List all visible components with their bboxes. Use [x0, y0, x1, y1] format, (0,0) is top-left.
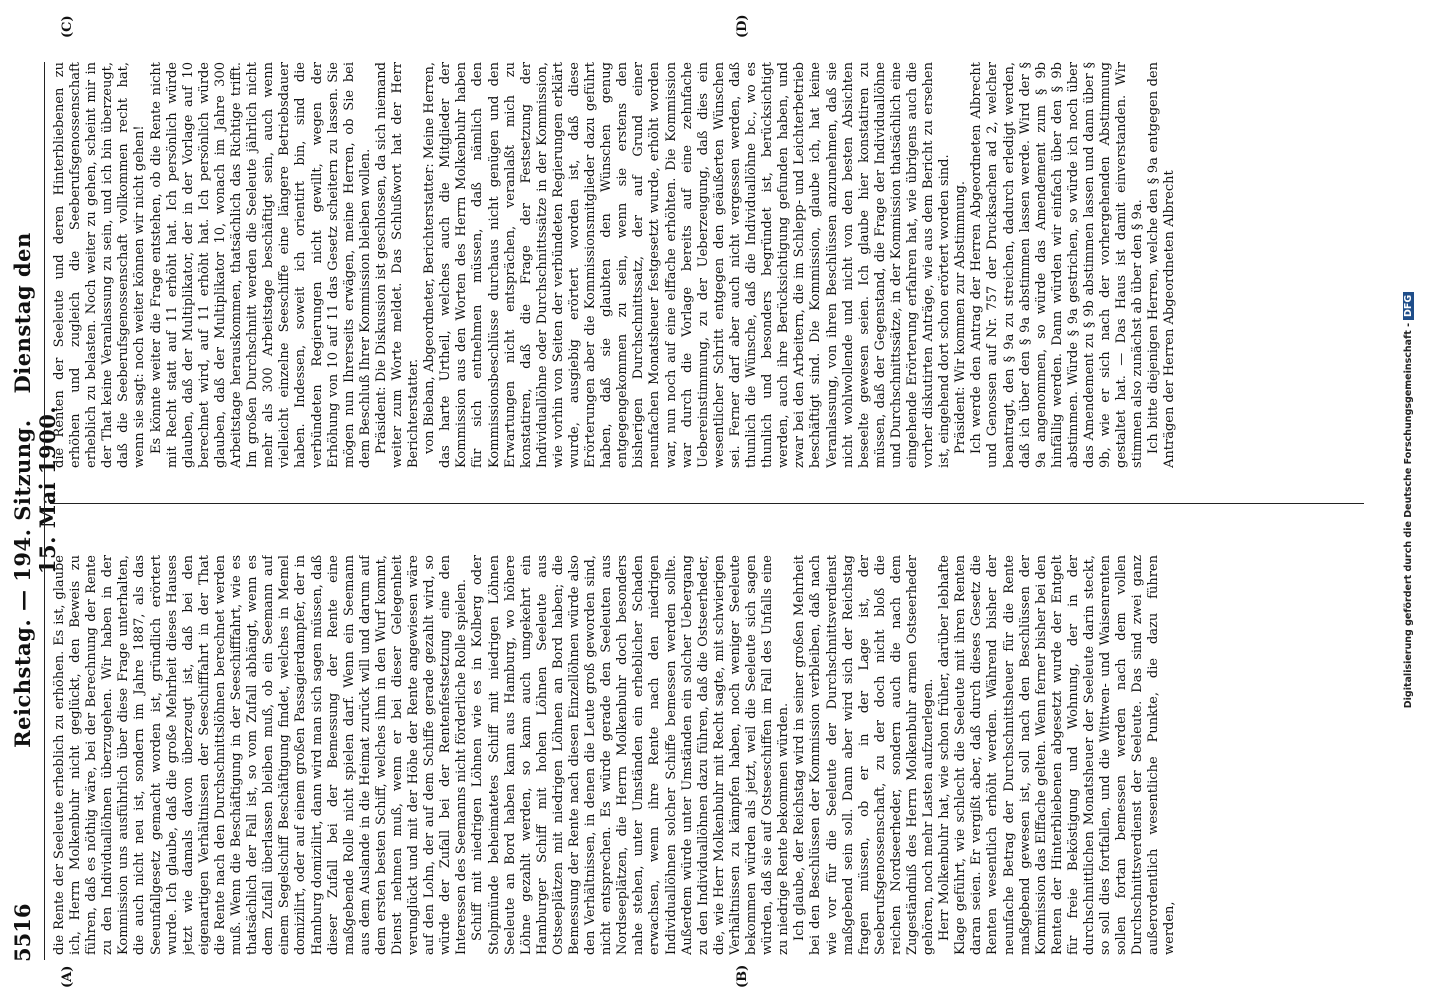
- paragraph: die Renten der Seeleute und deren Hinterbliebenen zu erhöhen und zugleich die Seeberufsgenossenschaft erheblich zu belasten. Noch weiter zu gehen, scheint mir in der That keine Veranlassung zu sein, und ich bin überzeugt, daß die Seeberufsgenossenschaft vollkommen recht hat, wenn sie sagt: noch weiter können wir nicht gehen!: [52, 62, 148, 468]
- digitization-footer: [1403, 0, 1414, 1000]
- paragraph: Herr Molkenbuhr hat, wie schon früher, darüber lebhafte Klage geführt, wie schlecht die Seeleute mit ihren Renten daran seien. Er vergißt aber, daß durch dieses Gesetz die Renten wesentlich erhöht werden. Während bisher der neunfache Betrag der Durchschnittsheuer für die Rente maßgebend gewesen ist, soll nach den Beschlüssen der Kommission das Elffache gelten. Wenn ferner bisher bei den Renten der Hinterbliebenen abgesetzt wurde der Entgelt für freie Beköstigung und Wohnung, der in der durchschnittlichen Monatsheuer der Seeleute darin steckt, so soll dies fortfallen, und die Wittwen- und Waisenrenten sollen fortan bemessen werden nach dem vollen Durchschnittsverdienst der Seeleute. Das sind zwei ganz außerordentlich wesentliche Punkte, die dazu führen werden,: [937, 555, 1178, 955]
- paragraph: Ich glaube, der Reichstag wird in seiner großen Mehrheit bei den Beschlüssen der Kommission verbleiben, daß nach wie vor für die Seeleute der Durchschnittsverdienst maßgebend sein soll. Dann aber wird sich der Reichstag fragen müssen, ob er in der Lage ist, der Seeberufsgenossenschaft, zu der doch nicht bloß die reichen Nordseerheder, sondern auch die nach dem Zugeständniß des Herrn Molkenbuhr armen Ostseerheder gehören, noch mehr Lasten aufzuerlegen.: [792, 555, 937, 955]
- margin-label-b: (B): [735, 964, 750, 988]
- dfg-logo: DFG: [1403, 292, 1414, 320]
- running-header-left: Reichstag. — 194. Sitzung.: [10, 419, 35, 748]
- right-column: [52, 62, 1366, 468]
- paragraph: Es könnte weiter die Frage entstehen, ob die Rente nicht mit Recht statt auf 11 erhöht hat. Ich persönlich würde glauben, daß der Multiplikator, der in der Vorlage auf 10 berechnet wird, auf 11 erhöht hat. Ich persönlich würde glauben, daß der Multiplikator 10, wonach im Jahre 300 Arbeitstage herauskommen, thatsächlich das Richtige trifft. Im großen Durchschnitt werden die Seeleute jährlich nicht mehr als 300 Arbeitstage beschäftigt sein, auch wenn vielleicht einzelne Seeschiffe eine längere Betriebsdauer haben. Indessen, soweit ich orientirt bin, sind die verbündeten Regierungen nicht gewillt, wegen der Erhöhung von 10 auf 11 das Gesetz scheitern zu lassen. Sie mögen nun Ihrerseits erwägen, meine Herren, ob Sie bei dem Beschluß Ihrer Kommission bleiben wollen.: [148, 62, 373, 468]
- header-rule: [44, 62, 45, 960]
- footer-text: Digitalisierung gefördert durch die Deutsche Forschungsgemeinschaft -: [1403, 322, 1414, 709]
- paragraph: Schiff mit niedrigen Löhnen wie es in Kolberg oder Stolpmünde beheimatetes Schiff mit niedrigen Löhnen Seeleute an Bord haben kann aus Hamburg, wo höhere Löhne gezahlt werden, so kann auch umgekehrt ein Hamburger Schiff mit hohen Löhnen Seeleute aus Ostseeplätzen mit niedrigen Löhnen an Bord haben; die Bemessung der Rente nach diesen Einzellöhnen würde also den Verhältnissen, in denen die Leute groß geworden sind, nicht entsprechen. Es würde gerade den Seeleuten aus Nordseeplätzen, die Herrn Molkenbuhr doch besonders nahe stehen, unter Umständen ein erheblicher Schaden erwachsen, wenn ihre Rente nach den niedrigen Individuallöhnen solcher Schiffe bemessen werden sollte. Außerdem würde unter Umständen ein solcher Uebergang zu den Individuallöhnen dazu führen, daß die Ostseerheder, die, wie Herr Molkenbuhr mit Recht sagte, mit schwierigen Verhältnissen zu kämpfen haben, noch weniger Seeleute bekommen würden als jetzt, weil die Seeleute sich sagen würden, daß sie auf Ostseeschiffen im Fall des Unfalls eine zu niedrige Rente bekommen würden.: [470, 555, 792, 955]
- paragraph: Ich bitte diejenigen Herren, welche den § 9a entgegen den Anträgen der Herren Abgeordneten Albrecht: [1146, 62, 1178, 468]
- running-header-right: Dienstag den 15. Mai 1900.: [10, 232, 60, 575]
- paragraph: Präsident: Wir kommen zur Abstimmung.: [953, 180, 969, 454]
- paragraph: Präsident: Die Diskussion ist geschlossen, da sich niemand weiter zum Worte meldet. Das Schlußwort hat der Herr Berichterstatter.: [373, 62, 422, 468]
- margin-label-a: (A): [60, 965, 75, 988]
- paragraph: von Bieban, Abgeordneter, Berichterstatter: Meine Herren, das harte Urtheil, welches auch die Mitglieder der Kommission aus den Worten des Herrn Molkenbuhr haben für sich entnehmen müssen, daß nämlich den Kommissionsbeschlüsse durchaus nicht genügen und den Erwartungen nicht entsprächen, veranlaßt mich zu konstatiren, daß die Frage der Festsetzung der Individuallöhne oder Durchschnittssätze in der Kommission, wie vorhin von Seiten der verbündeten Regierungen erklärt wurde, ausgiebig erörtert worden ist, daß diese Erörterungen aber die Kommissionsmitglieder dazu geführt haben, daß sie glaubten den Wünschen genug entgegengekommen zu sein, wenn sie erstens den bisherigen Durchschnittssatz, der auf Grund einer neunfachen Monatsheuer festgesetzt wurde, erhöht worden war, nun noch auf eine elffache erhöhten. Die Kommission war durch die Vorlage bereits auf eine zehnfache Uebereinstimmung, zu der Ueberzeugung, daß dies ein wesentlicher Schritt entgegen den geäußerten Wünschen sei. Ferner darf aber auch nicht vergessen werden, daß thunlich die Wünsche, daß die Individuallöhne bc., wo es thunlich und besonders begründet ist, berücksichtigt werden, auch ihre Berücksichtigung gefunden haben, und zwar bei den Arbeitern, die im Schlepp- und Leichterbetrieb beschäftigt sind. Die Kommission, glaube ich, hat keine Veranlassung, von ihren Beschlüssen anzunehmen, daß sie nicht wohlwollende und nicht von den besten Absichten beseelte gewesen seien. Ich glaube hier konstatiren zu müssen, daß der Gegenstand, die Frage der Individuallöhne und Durchschnittssätze, in der Kommission thatsächlich eine eingehende Erörterung erfahren hat, wie übrigens auch die vorher diskutirten Anträge, wie aus dem Bericht zu ersehen ist, eingehend dort schon erörtert worden sind.: [422, 62, 953, 468]
- column-divider: [50, 503, 1364, 504]
- margin-label-d: (D): [735, 14, 750, 38]
- left-column: [52, 555, 1366, 955]
- paragraph: die Rente der Seeleute erheblich zu erhöhen. Es ist, glaube ich, Herrn Molkenbuhr nicht geglückt, den Beweis zu führen, daß es nöthig wäre, bei der Berechnung der Rente zu den Individuallöhnen überzugehen. Wir haben in der Kommission uns ausführlich über diese Frage unterhalten, die auch nicht neu ist, sondern im Jahre 1887, als das Seeunfallgesetz gemacht worden ist, gründlich erörtert wurde. Ich glaube, daß die große Mehrheit dieses Hauses jetzt wie damals davon überzeugt ist, daß bei den eigenartigen Verhältnissen der Seeschifffahrt in der That die Rente nach den Durchschnittslöhnen berechnet werden muß. Wenn die Beschäftigung in der Seeschifffahrt, wie es thatsächlich der Fall ist, so vom Zufall abhängt, wenn es dem Zufall überlassen bleiben muß, ob ein Seemann auf einem Segelschiff Beschäftigung findet, welches in Memel domizilirt, oder auf einem großen Passagierdampfer, der in Hamburg domizilirt, dann wird man sich sagen müssen, daß dieser Zufall bei der Bemessung der Rente eine maßgebende Rolle nicht spielen darf. Wenn ein Seemann aus dem Auslande in die Heimat zurück will und darum auf dem ersten besten Schiff, welches ihm in den Wurf kommt, Dienst nehmen muß, wenn er bei dieser Gelegenheit verunglückt und mit der Höhe der Rente angewiesen wäre auf den Lohn, der auf dem Schiffe gerade gezahlt wird, so würde der Zufall bei der Rentenfestsetzung eine den Interessen des Seemanns nicht förderliche Rolle spielen.: [52, 555, 470, 955]
- paragraph: Ich werde den Antrag der Herren Abgeordneten Albrecht und Genossen auf Nr. 757 der Drucksachen ad 2, welcher beantragt, den § 9a zu streichen, dadurch erledigt werden, daß ich über den § 9a abstimmen lassen werde. Wird der § 9a angenommen, so würde das Amendement zum § 9b hinfällig werden. Dann würden wir einfach über den § 9b abstimmen. Würde § 9a gestrichen, so würde ich noch über das Amendement zu § 9b abstimmen lassen und dann über § 9b, wie er sich nach der vorhergehenden Abstimmung gestaltet hat. — Das Haus ist damit einverstanden. Wir stimmen also zunächst ab über den § 9a.: [969, 62, 1146, 468]
- page-number: 5516: [10, 903, 35, 962]
- margin-label-c: (C): [60, 15, 75, 38]
